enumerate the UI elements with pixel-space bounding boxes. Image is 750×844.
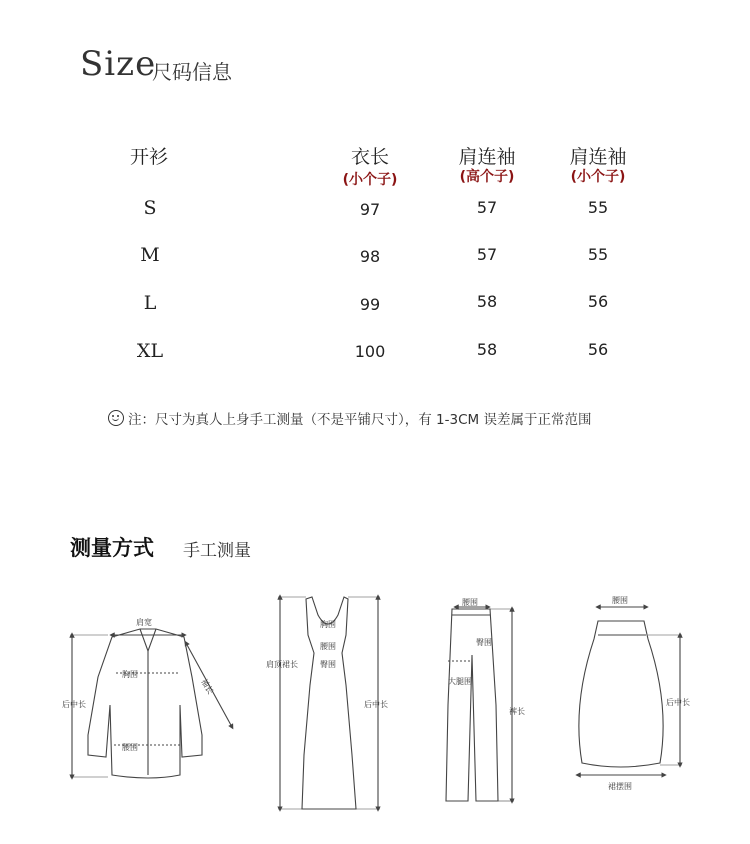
- shirt-sleeve-label: 袖长: [199, 677, 216, 696]
- col-header-length: 衣长: [350, 146, 389, 168]
- cell-l-sleeve-petite: 56: [587, 292, 609, 311]
- cell-m-sleeve-tall: 57: [476, 245, 498, 264]
- cell-l-length: 99: [359, 295, 381, 314]
- measurement-note: [108, 408, 591, 428]
- col-header-sleeve-petite: 肩连袖: [569, 146, 627, 168]
- pants-diagram: [446, 607, 514, 801]
- garment-diagrams: [0, 585, 750, 844]
- pants-hip-label: 臀围: [476, 638, 492, 647]
- shirt-diagram: [70, 629, 232, 778]
- cell-m-sleeve-petite: 55: [587, 245, 609, 264]
- pants-thigh-label: 大腿围: [448, 677, 472, 686]
- pants-length-label: 裤长: [509, 707, 525, 716]
- row-size-xl: XL: [136, 340, 164, 362]
- shirt-waist-label: 腰围: [122, 743, 138, 752]
- note-text: 注：尺寸为真人上身手工测量（不是平铺尺寸），有 1-3CM 误差属于正常范围: [128, 412, 592, 428]
- cell-s-sleeve-tall: 57: [476, 198, 498, 217]
- row-size-s: S: [143, 197, 157, 219]
- shirt-length-label: 后中长: [62, 700, 86, 709]
- cell-l-sleeve-tall: 58: [476, 292, 498, 311]
- cell-xl-sleeve-petite: 56: [587, 340, 609, 359]
- measure-title: 测量方式: [70, 536, 154, 560]
- cell-m-length: 98: [359, 247, 381, 266]
- shirt-chest-label: 胸围: [122, 670, 138, 679]
- skirt-hem-label: 裙摆围: [608, 782, 632, 791]
- col-sub-sleeve-tall: (高个子): [459, 169, 515, 185]
- skirt-length-label: 后中长: [666, 698, 690, 707]
- dress-length-label: 肩顶裙长: [266, 660, 298, 669]
- title-size: Size: [80, 44, 157, 84]
- title-size-info: 尺码信息: [152, 60, 232, 84]
- cell-xl-sleeve-tall: 58: [476, 340, 498, 359]
- cell-s-sleeve-petite: 55: [587, 198, 609, 217]
- smile-icon: [108, 410, 124, 426]
- col-sub-length: (小个子): [342, 172, 398, 188]
- cell-s-length: 97: [359, 200, 381, 219]
- dress-waist-label: 腰围: [320, 642, 336, 651]
- skirt-waist-label: 腰围: [612, 596, 628, 605]
- skirt-diagram: [578, 607, 682, 775]
- row-size-l: L: [143, 292, 157, 314]
- measure-subtitle: 手工测量: [183, 541, 251, 561]
- row-size-m: M: [140, 244, 160, 266]
- col-sub-sleeve-petite: (小个子): [570, 169, 626, 185]
- shirt-shoulder-label: 肩宽: [136, 618, 152, 627]
- cell-xl-length: 100: [354, 342, 386, 361]
- dress-hip-label: 臀围: [320, 660, 336, 669]
- col-header-cardigan: 开衫: [129, 146, 168, 168]
- dress-chest-label: 胸围: [320, 620, 336, 629]
- pants-waist-label: 腰围: [462, 598, 478, 607]
- dress-back-label: 后中长: [364, 700, 388, 709]
- col-header-sleeve-tall: 肩连袖: [458, 146, 516, 168]
